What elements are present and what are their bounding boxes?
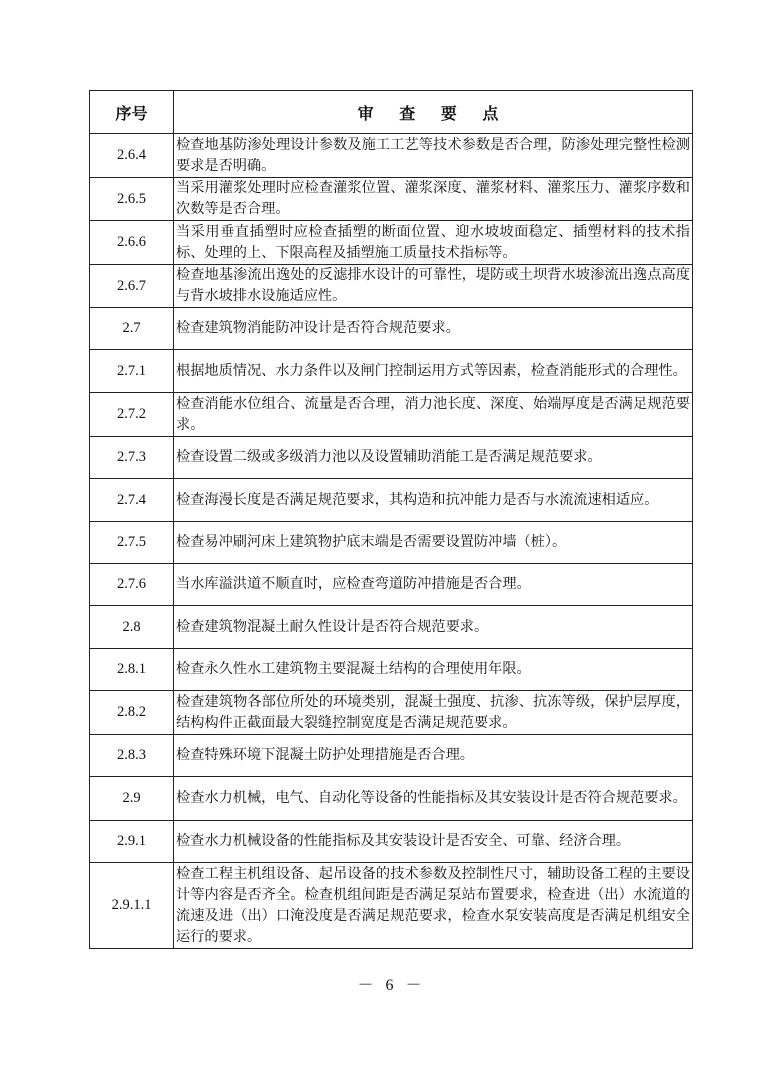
row-text: 检查建筑物各部位所处的环境类别，混凝土强度、抗渗、抗冻等级，保护层厚度，结构构件正截面最大裂缝控制宽度是否满足规范要求。	[174, 691, 693, 735]
table-row	[90, 691, 693, 735]
row-number: 2.8	[90, 606, 174, 649]
row-number: 2.6.7	[90, 265, 174, 308]
row-text: 检查建筑物混凝土耐久性设计是否符合规范要求。	[174, 606, 693, 649]
table-row	[90, 437, 693, 479]
row-number: 2.8.3	[90, 735, 174, 777]
table-row	[90, 564, 693, 606]
header-no: 序号	[90, 91, 174, 134]
row-number: 2.6.6	[90, 221, 174, 265]
row-number: 2.7.1	[90, 350, 174, 393]
row-text: 检查水力机械设备的性能指标及其安装设计是否安全、可靠、经济合理。	[174, 821, 693, 863]
table-row	[90, 735, 693, 777]
row-text: 检查消能水位组合、流量是否合理，消力池长度、深度、始端厚度是否满足规范要求。	[174, 393, 693, 437]
row-number: 2.9	[90, 777, 174, 821]
table-row	[90, 863, 693, 949]
page-number: － 6 －	[357, 977, 426, 994]
row-number: 2.9.1.1	[90, 863, 174, 949]
table-row	[90, 821, 693, 863]
row-number: 2.7.6	[90, 564, 174, 606]
row-text: 检查设置二级或多级消力池以及设置辅助消能工是否满足规范要求。	[174, 437, 693, 479]
table-row	[90, 308, 693, 350]
row-text: 根据地质情况、水力条件以及闸门控制运用方式等因素，检查消能形式的合理性。	[174, 350, 693, 393]
row-text: 当采用垂直插塑时应检查插塑的断面位置、迎水坡坡面稳定、插塑材料的技术指标、处理的上、下限高程及插塑施工质量技术指标等。	[174, 221, 693, 265]
row-number: 2.6.5	[90, 178, 174, 221]
row-text: 检查工程主机组设备、起吊设备的技术参数及控制性尺寸，辅助设备工程的主要设计等内容是否齐全。检查机组间距是否满足泵站布置要求，检查进（出）水流道的流速及进（出）口淹没度是否满足规范要求，检查水泵安装高度是否满足机组安全运行的要求。	[174, 863, 693, 949]
table-row	[90, 178, 693, 221]
row-number: 2.8.2	[90, 691, 174, 735]
row-number: 2.7.2	[90, 393, 174, 437]
row-number: 2.7.3	[90, 437, 174, 479]
table-row	[90, 777, 693, 821]
row-number: 2.9.1	[90, 821, 174, 863]
table-row	[90, 522, 693, 564]
table-row	[90, 393, 693, 437]
table-row	[90, 350, 693, 393]
row-number: 2.7.4	[90, 479, 174, 522]
table-header-row	[90, 91, 693, 134]
row-text: 当采用灌浆处理时应检查灌浆位置、灌浆深度、灌浆材料、灌浆压力、灌浆序数和次数等是否合理。	[174, 178, 693, 221]
row-text: 检查水力机械，电气、自动化等设备的性能指标及其安装设计是否符合规范要求。	[174, 777, 693, 821]
row-number: 2.6.4	[90, 134, 174, 178]
row-number: 2.7	[90, 308, 174, 350]
row-text: 检查永久性水工建筑物主要混凝土结构的合理使用年限。	[174, 649, 693, 691]
row-text: 当水库溢洪道不顺直时，应检查弯道防冲措施是否合理。	[174, 564, 693, 606]
header-points: 审 查 要 点	[174, 91, 693, 134]
table-row	[90, 265, 693, 308]
row-text: 检查地基渗流出逸处的反滤排水设计的可靠性，堤防或土坝背水坡渗流出逸点高度与背水坡排水设施适应性。	[174, 265, 693, 308]
row-text: 检查建筑物消能防冲设计是否符合规范要求。	[174, 308, 693, 350]
table-row	[90, 134, 693, 178]
table-row	[90, 221, 693, 265]
row-number: 2.8.1	[90, 649, 174, 691]
row-text: 检查地基防渗处理设计参数及施工工艺等技术参数是否合理，防渗处理完整性检测要求是否明确。	[174, 134, 693, 178]
row-number: 2.7.5	[90, 522, 174, 564]
table-row	[90, 479, 693, 522]
table-row	[90, 649, 693, 691]
table-row	[90, 606, 693, 649]
row-text: 检查特殊环境下混凝土防护处理措施是否合理。	[174, 735, 693, 777]
row-text: 检查海漫长度是否满足规范要求，其构造和抗冲能力是否与水流流速相适应。	[174, 479, 693, 522]
review-points-table	[89, 90, 693, 949]
row-text: 检查易冲刷河床上建筑物护底末端是否需要设置防冲墙（桩）。	[174, 522, 693, 564]
